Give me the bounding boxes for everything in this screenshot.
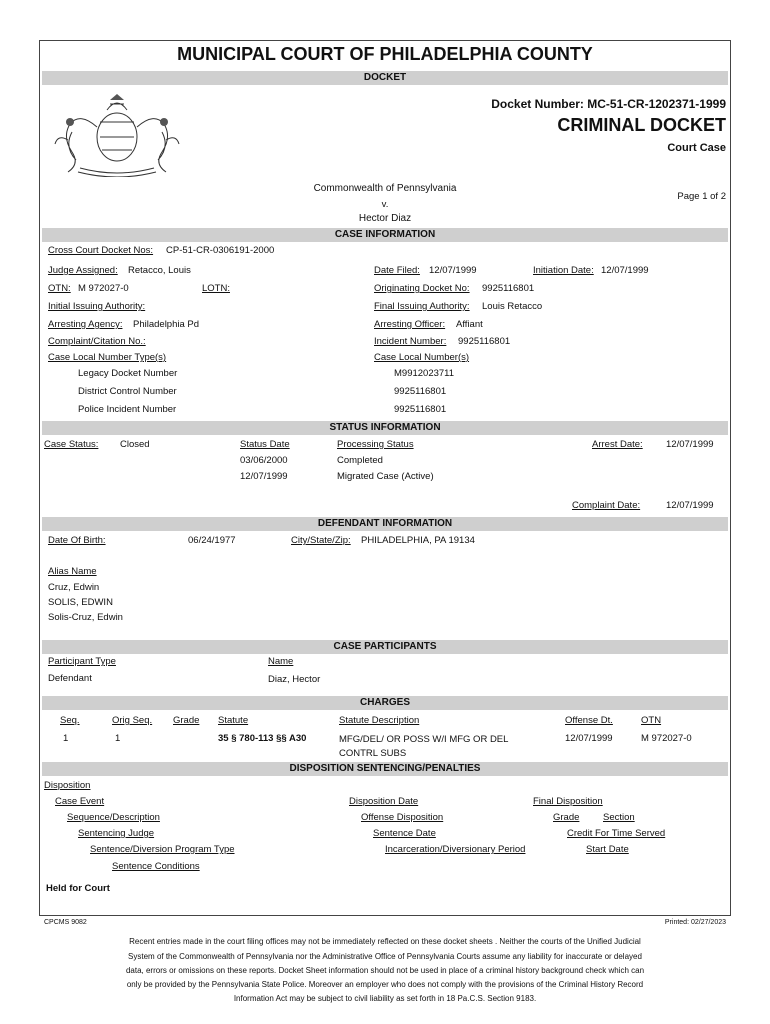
- otn-value: M 972027-0: [78, 283, 129, 294]
- date-filed-value: 12/07/1999: [429, 265, 477, 276]
- charge-desc-line2: CONTRL SUBS: [339, 748, 407, 759]
- sentencing-judge-label: Sentencing Judge: [78, 828, 155, 839]
- participant-type-value: Defendant: [48, 673, 92, 684]
- docket-bar: DOCKET: [42, 71, 728, 85]
- disposition-header: DISPOSITION SENTENCING/PENALTIES: [42, 762, 728, 776]
- disposition-label: Disposition: [44, 780, 91, 791]
- local-number-label: Case Local Number(s): [374, 352, 470, 363]
- charge-statute-label: Statute: [218, 715, 249, 726]
- disclaimer-line-1: System of the Commonwealth of Pennsylvania nor the Administrative Office of Pennsylvania Courts assume any liability for inaccurate or delayed: [128, 952, 642, 961]
- sequence-description-label: Sequence/Description: [67, 812, 160, 823]
- dob-label: Date Of Birth:: [48, 535, 106, 546]
- complaint-label: Complaint/Citation No.:: [48, 336, 146, 347]
- charge-seq-value: 1: [63, 733, 69, 744]
- incident-label: Incident Number:: [374, 336, 447, 347]
- case-participants-header: CASE PARTICIPANTS: [42, 640, 728, 654]
- arrest-date-value: 12/07/1999: [666, 439, 714, 450]
- charge-desc-label: Statute Description: [339, 715, 420, 726]
- form-code: CPCMS 9082: [44, 919, 87, 926]
- status-information-header: STATUS INFORMATION: [42, 421, 728, 435]
- judge-value: Retacco, Louis: [128, 265, 191, 276]
- local-number-0: M9912023711: [394, 368, 455, 379]
- section-label: Section: [603, 812, 635, 823]
- disclaimer-line-2: data, errors or omissions on these reports. Docket Sheet information should not be used in place of a criminal history background check which can: [125, 966, 645, 975]
- otn-label: OTN:: [48, 283, 71, 294]
- printed-date: Printed: 02/27/2023: [664, 919, 726, 926]
- status-row-1-date: 12/07/1999: [240, 471, 288, 482]
- orig-docket-value: 9925116801: [482, 283, 535, 294]
- charge-seq-label: Seq.: [60, 715, 80, 726]
- charge-desc-line1: MFG/DEL/ OR POSS W/I MFG OR DEL: [339, 734, 509, 745]
- charge-grade-label: Grade: [173, 715, 200, 726]
- case-status-label: Case Status:: [44, 439, 99, 450]
- disclaimer-line-4: Information Act may be subject to civil liability as set forth in 18 Pa.C.S. Section 9183.: [233, 994, 537, 1003]
- final-issuing-label: Final Issuing Authority:: [374, 301, 470, 312]
- cross-court-label: Cross Court Docket Nos:: [48, 245, 154, 256]
- local-type-2: Police Incident Number: [78, 404, 177, 415]
- dob-value: 06/24/1977: [188, 535, 236, 546]
- processing-status-label: Processing Status: [337, 439, 414, 450]
- status-row-1-status: Migrated Case (Active): [337, 471, 434, 482]
- initiation-label: Initiation Date:: [533, 265, 594, 276]
- caption-line1: Commonwealth of Pennsylvania: [313, 183, 457, 194]
- lotn-label: LOTN:: [202, 283, 230, 294]
- status-date-label: Status Date: [240, 439, 290, 450]
- court-title: MUNICIPAL COURT OF PHILADELPHIA COUNTY: [177, 44, 593, 64]
- page-number: Page 1 of 2: [677, 191, 726, 202]
- offense-disposition-label: Offense Disposition: [361, 812, 444, 823]
- arresting-agency-label: Arresting Agency:: [48, 319, 123, 330]
- alias-2: Solis-Cruz, Edwin: [48, 612, 123, 623]
- caption-line3: Hector Diaz: [358, 213, 412, 224]
- charges-header: CHARGES: [42, 696, 728, 710]
- date-filed-label: Date Filed:: [374, 265, 420, 276]
- sentence-date-label: Sentence Date: [373, 828, 436, 839]
- arresting-agency-value: Philadelphia Pd: [133, 319, 200, 330]
- charge-offense-dt-value: 12/07/1999: [565, 733, 613, 744]
- charge-orig-seq-label: Orig Seq.: [112, 715, 153, 726]
- start-date-label: Start Date: [586, 844, 629, 855]
- local-number-2: 9925116801: [394, 404, 447, 415]
- held-for-court: Held for Court: [46, 883, 110, 894]
- alias-1: SOLIS, EDWIN: [48, 597, 113, 608]
- sentence-conditions-label: Sentence Conditions: [112, 861, 200, 872]
- local-type-1: District Control Number: [78, 386, 177, 397]
- local-number-1: 9925116801: [394, 386, 447, 397]
- arresting-officer-label: Arresting Officer:: [374, 319, 446, 330]
- status-row-0-status: Completed: [337, 455, 383, 466]
- participant-type-label: Participant Type: [48, 656, 116, 667]
- charge-offense-dt-label: Offense Dt.: [565, 715, 613, 726]
- charge-otn-label: OTN: [641, 715, 662, 726]
- credit-time-label: Credit For Time Served: [567, 828, 666, 839]
- complaint-date-label: Complaint Date:: [572, 500, 641, 511]
- complaint-date-value: 12/07/1999: [666, 500, 714, 511]
- local-type-0: Legacy Docket Number: [78, 368, 178, 379]
- court-case: Court Case: [667, 142, 726, 154]
- charge-orig-seq-value: 1: [115, 733, 121, 744]
- charge-otn-value: M 972027-0: [641, 733, 692, 744]
- arresting-officer-value: Affiant: [456, 319, 483, 330]
- case-information-header: CASE INFORMATION: [42, 228, 728, 242]
- city-value: PHILADELPHIA, PA 19134: [361, 535, 475, 546]
- docket-type: CRIMINAL DOCKET: [557, 115, 726, 135]
- initial-issuing-label: Initial Issuing Authority:: [48, 301, 146, 312]
- arrest-date-label: Arrest Date:: [592, 439, 643, 450]
- status-row-0-date: 03/06/2000: [240, 455, 288, 466]
- orig-docket-label: Originating Docket No:: [374, 283, 470, 294]
- initiation-value: 12/07/1999: [601, 265, 649, 276]
- disposition-date-label: Disposition Date: [349, 796, 419, 807]
- participant-name-label: Name: [268, 656, 294, 667]
- grade-label: Grade: [553, 812, 580, 823]
- city-label: City/State/Zip:: [291, 535, 351, 546]
- case-status-value: Closed: [120, 439, 150, 450]
- disclaimer-line-3: only be provided by the Pennsylvania State Police. Moreover an employer who does not comply with the provisions of the Criminal History Record: [126, 980, 644, 989]
- disclaimer-line-0: Recent entries made in the court filing offices may not be immediately reflected on these docket sheets . Neither the courts of the Unified Judicial: [129, 937, 641, 946]
- sentence-program-label: Sentence/Diversion Program Type: [90, 844, 235, 855]
- final-issuing-value: Louis Retacco: [482, 301, 543, 312]
- defendant-information-header: DEFENDANT INFORMATION: [42, 517, 728, 531]
- alias-label: Alias Name: [48, 566, 97, 577]
- final-disposition-label: Final Disposition: [533, 796, 603, 807]
- judge-label: Judge Assigned:: [48, 265, 118, 276]
- cross-court-value: CP-51-CR-0306191-2000: [166, 245, 275, 256]
- alias-0: Cruz, Edwin: [48, 582, 100, 593]
- docket-number: Docket Number: MC-51-CR-1202371-1999: [491, 97, 726, 111]
- caption-line2: v.: [381, 199, 389, 210]
- participant-name-value: Diaz, Hector: [268, 674, 321, 685]
- pennsylvania-seal-icon: [50, 92, 185, 177]
- case-event-label: Case Event: [55, 796, 105, 807]
- incarceration-label: Incarceration/Diversionary Period: [385, 844, 526, 855]
- local-type-label: Case Local Number Type(s): [48, 352, 167, 363]
- incident-value: 9925116801: [458, 336, 511, 347]
- charge-statute-value: 35 § 780-113 §§ A30: [218, 733, 307, 744]
